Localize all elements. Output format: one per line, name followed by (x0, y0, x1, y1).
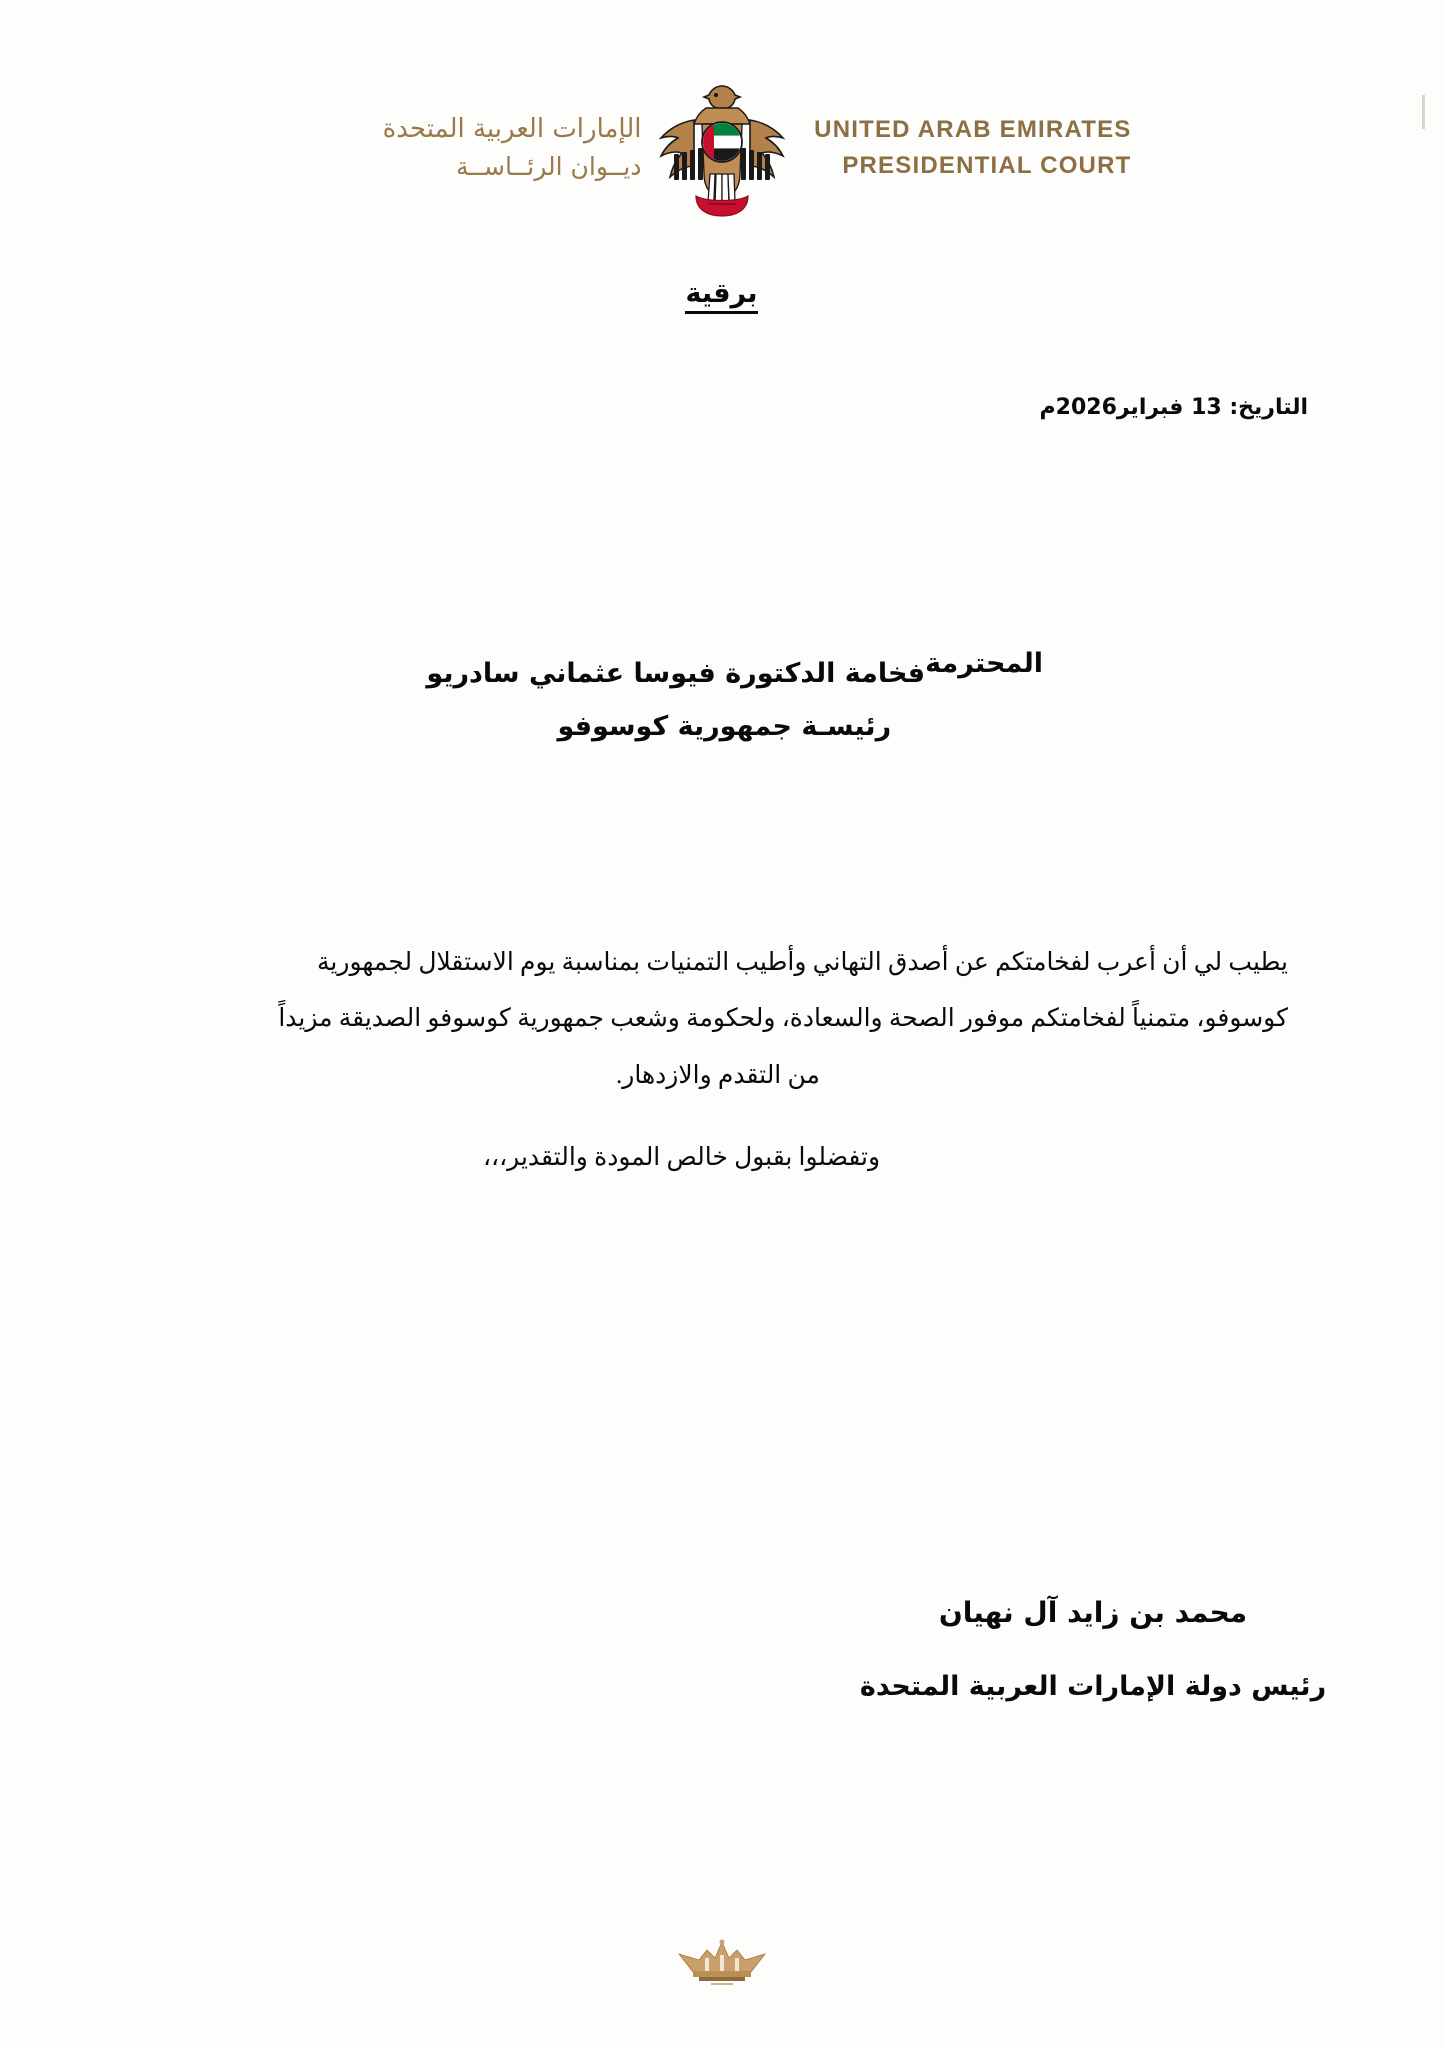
document-title (0, 278, 1443, 309)
recipient-names (365, 648, 925, 753)
letterhead-arabic-line1: الإمارات العربية المتحدة (382, 114, 642, 145)
letterhead-arabic (312, 111, 642, 185)
document-date: التاريخ: 13 فبراير2026م (1039, 395, 1308, 420)
signatory-title: رئيس دولة الإمارات العربية المتحدة (859, 1671, 1327, 1702)
letterhead-english (802, 112, 1132, 184)
recipient-position: رئيسـة جمهورية كوسوفو (557, 710, 892, 742)
recipient-name: فخامة الدكتورة فيوسا عثماني سادريو (426, 658, 926, 689)
letter-body (148, 935, 1288, 1104)
uae-falcon-emblem-icon (656, 78, 788, 218)
letterhead-english-line2: PRESIDENTIAL COURT (842, 152, 1132, 179)
signature-block (0, 1596, 1443, 1702)
recipient-block (0, 648, 1443, 753)
letterhead-arabic-line2: ديــوان الرئــاســة (456, 151, 642, 181)
signatory-name: محمد بن زايد آل نهيان (938, 1596, 1248, 1629)
body-line-3: من التقدم والازدهار. (616, 1061, 820, 1089)
recipient-honorific: المحترمة (925, 648, 1043, 679)
letter-closing: وتفضلوا بقبول خالص المودة والتقدير،،، (482, 1144, 881, 1171)
letterhead (0, 78, 1443, 218)
body-line-1: يطيب لي أن أعرب لفخامتكم عن أصدق التهاني وأطيب التمنيات بمناسبة يوم الاستقلال لجمهورية (317, 949, 1288, 976)
body-line-2: كوسوفو، متمنياً لفخامتكم موفور الصحة والسعادة، ولحكومة وشعب جمهورية كوسوفو الصديقة مزيداً (278, 1005, 1288, 1033)
letterhead-english-line1: UNITED ARAB EMIRATES (814, 116, 1132, 143)
document-title-text: برقية (685, 278, 757, 314)
footer-crest-icon (0, 1938, 1443, 1990)
